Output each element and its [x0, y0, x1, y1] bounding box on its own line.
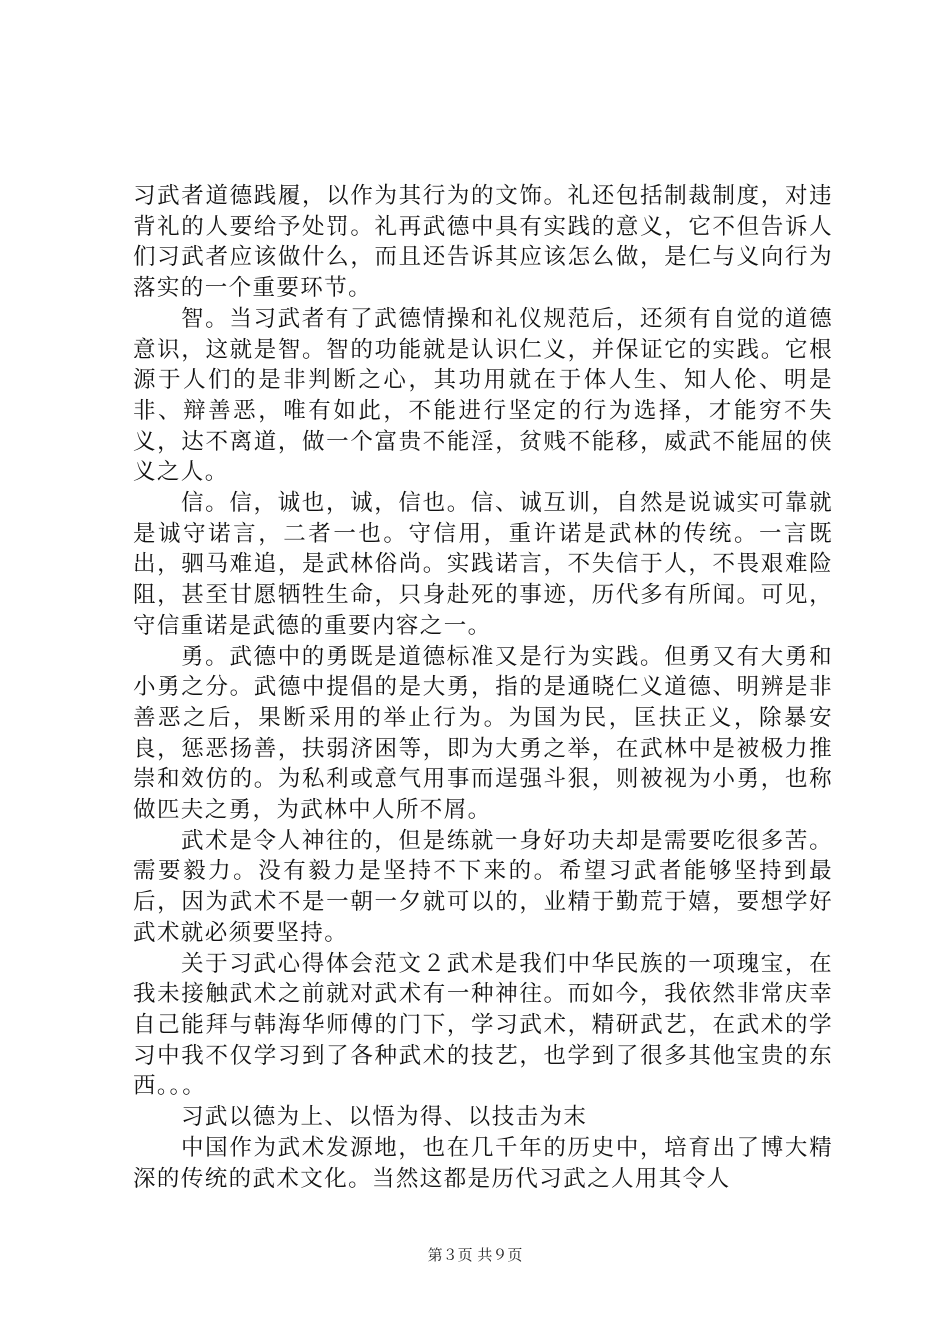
paragraph-zhi: 智。当习武者有了武德情操和礼仪规范后，还须有自觉的道德意识，这就是智。智的功能就是认识仁义，并保证它的实践。它根源于人们的是非判断之心，其功用就在于体人生、知人伦、明是非、辩善恶，唯有如此，不能进行坚定的行为选择，才能穷不失义，达不离道，做一个富贵不能淫，贫贱不能移，威武不能屈的侠义之人。 [133, 305, 833, 486]
paragraph-perseverance: 武术是令人神往的，但是练就一身好功夫却是需要吃很多苦。需要毅力。没有毅力是坚持不下来的。希望习武者能够坚持到最后，因为武术不是一朝一夕就可以的，业精于勤荒于嬉，要想学好武术就必须要坚持。 [133, 827, 833, 946]
document-body [133, 181, 833, 1194]
section-heading: 习武以德为上、以悟为得、以技击为末 [181, 1104, 588, 1131]
paragraph-yong: 勇。武德中的勇既是道德标准又是行为实践。但勇又有大勇和小勇之分。武德中提倡的是大勇，指的是通晓仁义道德、明辨是非善恶之后，果断采用的举止行为。为国为民，匡扶正义，除暴安良，惩恶扬善，扶弱济困等，即为大勇之举，在武林中是被极力推崇和效仿的。为私利或意气用事而逞强斗狠，则被视为小勇，也称做匹夫之勇，为武林中人所不屑。 [133, 643, 833, 824]
paragraph-xin: 信。信，诚也，诚，信也。信、诚互训，自然是说诚实可靠就是诚守诺言，二者一也。守信用，重许诺是武林的传统。一言既出，驷马难追，是武林俗尚。实践诺言，不失信于人，不畏艰难险阻，甚至甘愿牺牲生命，只身赴死的事迹，历代多有所闻。可见，守信重诺是武德的重要内容之一。 [133, 490, 833, 639]
paragraph-li: 习武者道德践履，以作为其行为的文饰。礼还包括制裁制度，对违背礼的人要给予处罚。礼再武德中具有实践的意义，它不但告诉人们习武者应该做什么，而且还告诉其应该怎么做，是仁与义向行为落实的一个重要环节。 [133, 183, 833, 302]
paragraph-essay-2-intro: 关于习武心得体会范文２武术是我们中华民族的一项瑰宝，在我未接触武术之前就对武术有一种神往。而如今，我依然非常庆幸自己能拜与韩海华师傅的门下，学习武术，精研武艺，在武术的学习中我不仅学习到了各种武术的技艺，也学到了很多其他宝贵的东西。。。 [133, 950, 833, 1100]
page-number-footer: 第３页 共９页 [427, 1246, 523, 1264]
paragraph-origin: 中国作为武术发源地，也在几千年的历史中，培育出了博大精深的传统的武术文化。当然这都是历代习武之人用其令人 [133, 1134, 833, 1192]
